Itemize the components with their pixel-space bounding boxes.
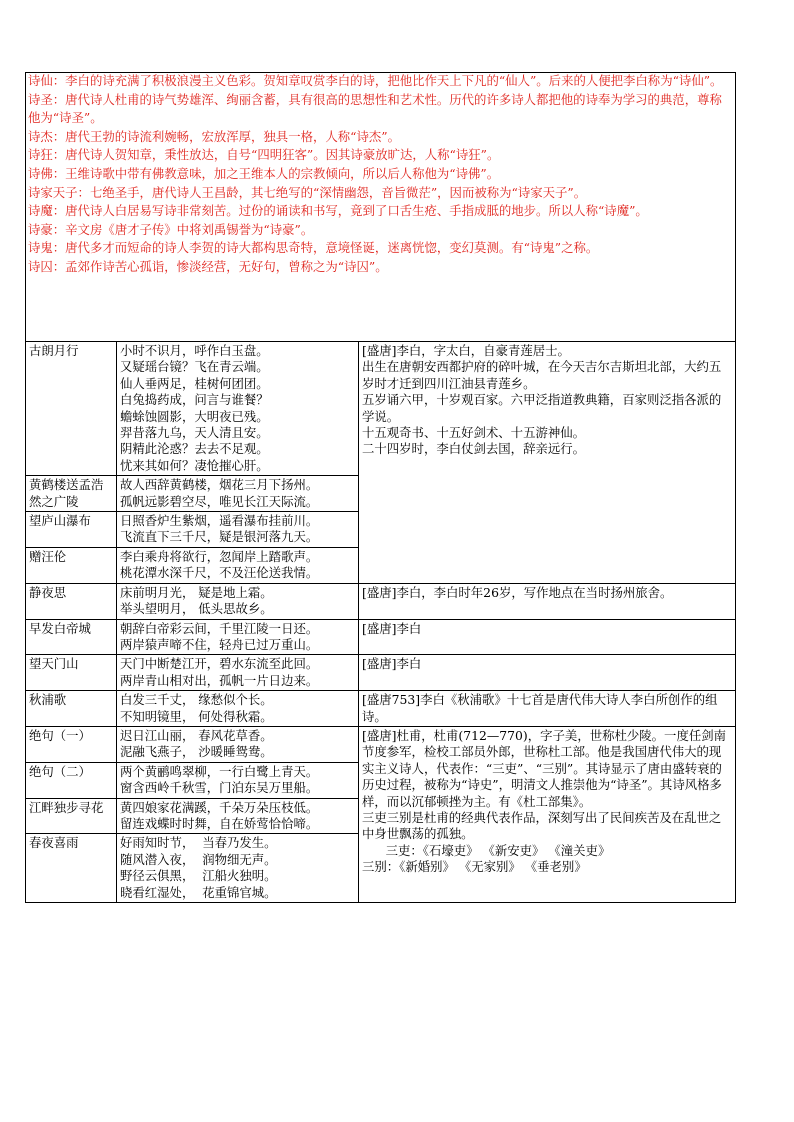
poem-row: [26, 583, 736, 619]
poem-title: 江畔独步寻花: [26, 798, 117, 834]
poem-line: 随风潜入夜， 润物细无声。: [120, 851, 277, 867]
poem-row: [26, 691, 736, 727]
poem-body: [117, 762, 359, 798]
intro-line: 诗佛：王维诗歌中带有佛教意味，加之王维本人的宗教倾向，所以后人称他为“诗佛”。: [28, 165, 500, 181]
poem-line: 故人西辞黄鹤楼，烟花三月下扬州。: [120, 477, 319, 493]
note-jingyesi: [359, 583, 736, 619]
poem-body: [117, 655, 359, 691]
poem-line: 李白乘舟将欲行，忽闻岸上踏歌声。: [120, 548, 319, 564]
poem-body: [117, 834, 359, 903]
poem-line: 晓看红湿处， 花重锦官城。: [120, 884, 277, 900]
poem-body: [117, 342, 359, 476]
poem-line: 蟾蜍蚀圆影，大明夜已残。: [120, 408, 269, 424]
poem-line: 床前明月光， 疑是地上霜。: [120, 584, 273, 600]
poem-row: [26, 655, 736, 691]
poem-line: 两岸猿声啼不住，轻舟已过万重山。: [120, 636, 319, 652]
poem-title: 秋浦歌: [26, 691, 117, 727]
poem-title: 赠汪伦: [26, 547, 117, 583]
note-libai: [359, 342, 736, 584]
intro-line: 诗杰：唐代王勃的诗流利婉畅，宏放浑厚，独具一格，人称“诗杰”。: [28, 128, 400, 144]
poem-line: 天门中断楚江开，碧水东流至此回。: [120, 656, 319, 672]
note-line: [盛唐]李白: [362, 656, 422, 672]
note-tianmen: [359, 655, 736, 691]
poem-line: 泥融飞燕子， 沙暖睡鸳鸯。: [120, 744, 273, 760]
poem-line: 飞流直下三千尺，疑是银河落九天。: [120, 529, 319, 545]
poem-line: 白兔捣药成，问言与谁餐？: [120, 392, 269, 408]
poem-title: 望天门山: [26, 655, 117, 691]
note-line: 二十四岁时，李白仗剑去国，辞亲远行。: [362, 441, 586, 457]
intro-line: 诗狂：唐代诗人贺知章，秉性放达，自号“四明狂客”。因其诗豪放旷达，人称“诗狂”。: [28, 147, 500, 163]
note-line: 三别：《新婚别》 《无家别》 《垂老别》: [362, 859, 587, 875]
poem-title: 望庐山瀑布: [26, 512, 117, 548]
note-dufu: [359, 726, 736, 902]
poem-body: [117, 691, 359, 727]
note-line: [盛唐]李白，字太白，自豪青莲居士。: [362, 343, 570, 358]
poem-line: 忧来其如何？凄怆摧心肝。: [120, 457, 269, 473]
poem-body: [117, 476, 359, 512]
poem-line: 孤帆远影碧空尽，唯见长江天际流。: [120, 493, 319, 509]
poem-line: 黄四娘家花满蹊，千朵万朵压枝低。: [120, 799, 319, 815]
poem-row: [26, 726, 736, 762]
poem-line: 白发三千丈， 缘愁似个长。: [120, 692, 273, 708]
poem-body: [117, 583, 359, 619]
poem-title: 绝句（二）: [26, 762, 117, 798]
poem-table: [25, 341, 736, 903]
poem-body: [117, 798, 359, 834]
poem-line: 野径云俱黑， 江船火独明。: [120, 868, 277, 884]
note-line: 十五观奇书、十五好剑术、十五游神仙。: [362, 425, 586, 441]
poem-line: 羿昔落九乌，天人清且安。: [120, 425, 269, 441]
poem-title: 绝句（一）: [26, 726, 117, 762]
poem-row: [26, 619, 736, 655]
note-baidi: [359, 619, 736, 655]
poem-line: 阴精此沦惑？去去不足观。: [120, 441, 269, 457]
note-line: [盛唐]李白，李白时年26岁，写作地点在当时扬州旅舍。: [362, 584, 673, 600]
poem-line: 桃花潭水深千尺，不及汪伦送我情。: [120, 565, 319, 581]
poem-body: [117, 512, 359, 548]
poem-title: 静夜思: [26, 583, 117, 619]
poem-line: 两个黄鹂鸣翠柳，一行白鹭上青天。: [120, 763, 319, 779]
note-line: [盛唐]杜甫，杜甫(712—770)，字子美，世称杜少陵。一度任剑南节度参军，检校工部员外郎，世称杜工部。他是我国唐代伟大的现实主义诗人，代表作：“三吏”、“三别”。其诗显示了唐由盛转衰的历史过程，被称为“诗史”，明清文人推崇他为“诗圣”。其诗风格多样，而以沉郁顿挫为主。有《杜工部集》。: [362, 727, 727, 809]
intro-line: 诗家天子：七绝圣手，唐代诗人王昌龄，其七绝写的“深情幽怨，音旨微茫”，因而被称为“诗家天子”。: [28, 184, 587, 200]
intro-line: 诗仙：李白的诗充满了积极浪漫主义色彩。贺知章叹赏李白的诗，把他比作天上下凡的“仙人”。后来的人便把李白称为“诗仙”。: [28, 73, 723, 88]
poet-titles-section: [28, 72, 733, 277]
poem-row: [26, 342, 736, 476]
poem-body: [117, 726, 359, 762]
note-line: [盛唐]李白: [362, 620, 422, 636]
intro-line: 诗圣：唐代诗人杜甫的诗气势雄浑、绚丽含蓄，具有很高的思想性和艺术性。历代的许多诗人都把他的诗奉为学习的典范，尊称他为“诗圣”。: [28, 91, 722, 126]
note-line: 出生在唐朝安西都护府的碎叶城，在今天吉尔吉斯坦北部，大约五岁时才迁到四川江油县青莲乡。: [362, 359, 722, 391]
note-qiupu: [359, 691, 736, 727]
note-line: 三吏：《石壕吏》 《新安吏》 《潼关吏》: [362, 842, 611, 858]
poem-body: [117, 619, 359, 655]
poem-title: 早发白帝城: [26, 619, 117, 655]
poem-line: 好雨知时节， 当春乃发生。: [120, 835, 277, 851]
intro-line: 诗豪：辛文房《唐才子传》中将刘禹锡誉为“诗豪”。: [28, 221, 314, 237]
note-line: [盛唐753]李白《秋浦歌》十七首是唐代伟大诗人李白所创作的组诗。: [362, 692, 718, 724]
poem-body: [117, 547, 359, 583]
poem-title: 古朗月行: [26, 342, 117, 476]
poem-line: 日照香炉生紫烟，遥看瀑布挂前川。: [120, 513, 319, 529]
poem-line: 又疑瑶台镜？飞在青云端。: [120, 359, 269, 375]
intro-line: 诗魔：唐代诗人白居易写诗非常刻苦。过份的诵读和书写，竟到了口舌生疮、手指成胝的地步。所以人称“诗魔”。: [28, 203, 648, 219]
poem-line: 举头望明月， 低头思故乡。: [120, 601, 273, 617]
intro-line: 诗囚：孟郊作诗苦心孤诣，惨淡经营，无好句，曾称之为“诗囚”。: [28, 258, 388, 274]
poem-line: 小时不识月，呼作白玉盘。: [120, 343, 269, 358]
poem-line: 两岸青山相对出，孤帆一片日边来。: [120, 672, 319, 688]
note-line: 三吏三别是杜甫的经典代表作品，深刻写出了民间疾苦及在乱世之中身世飘荡的孤独。: [362, 809, 722, 842]
intro-line: 诗鬼：唐代多才而短命的诗人李贺的诗大都构思奇特，意境怪诞，迷离恍惚，变幻莫测。有“诗鬼”之称。: [28, 240, 599, 256]
poem-line: 不知明镜里， 何处得秋霜。: [120, 708, 273, 724]
poem-line: 留连戏蝶时时舞，自在娇莺恰恰啼。: [120, 815, 319, 831]
poem-title: 黄鹤楼送孟浩然之广陵: [26, 476, 117, 512]
poem-line: 仙人垂两足，桂树何团团。: [120, 375, 269, 391]
poem-line: 窗含西岭千秋雪，门泊东吴万里船。: [120, 780, 319, 796]
note-line: 五岁诵六甲，十岁观百家。六甲泛指道教典籍，百家则泛指各派的学说。: [362, 392, 722, 424]
poem-title: 春夜喜雨: [26, 834, 117, 903]
poem-line: 迟日江山丽， 春风花草香。: [120, 727, 273, 743]
poem-line: 朝辞白帝彩云间，千里江陵一日还。: [120, 620, 319, 636]
